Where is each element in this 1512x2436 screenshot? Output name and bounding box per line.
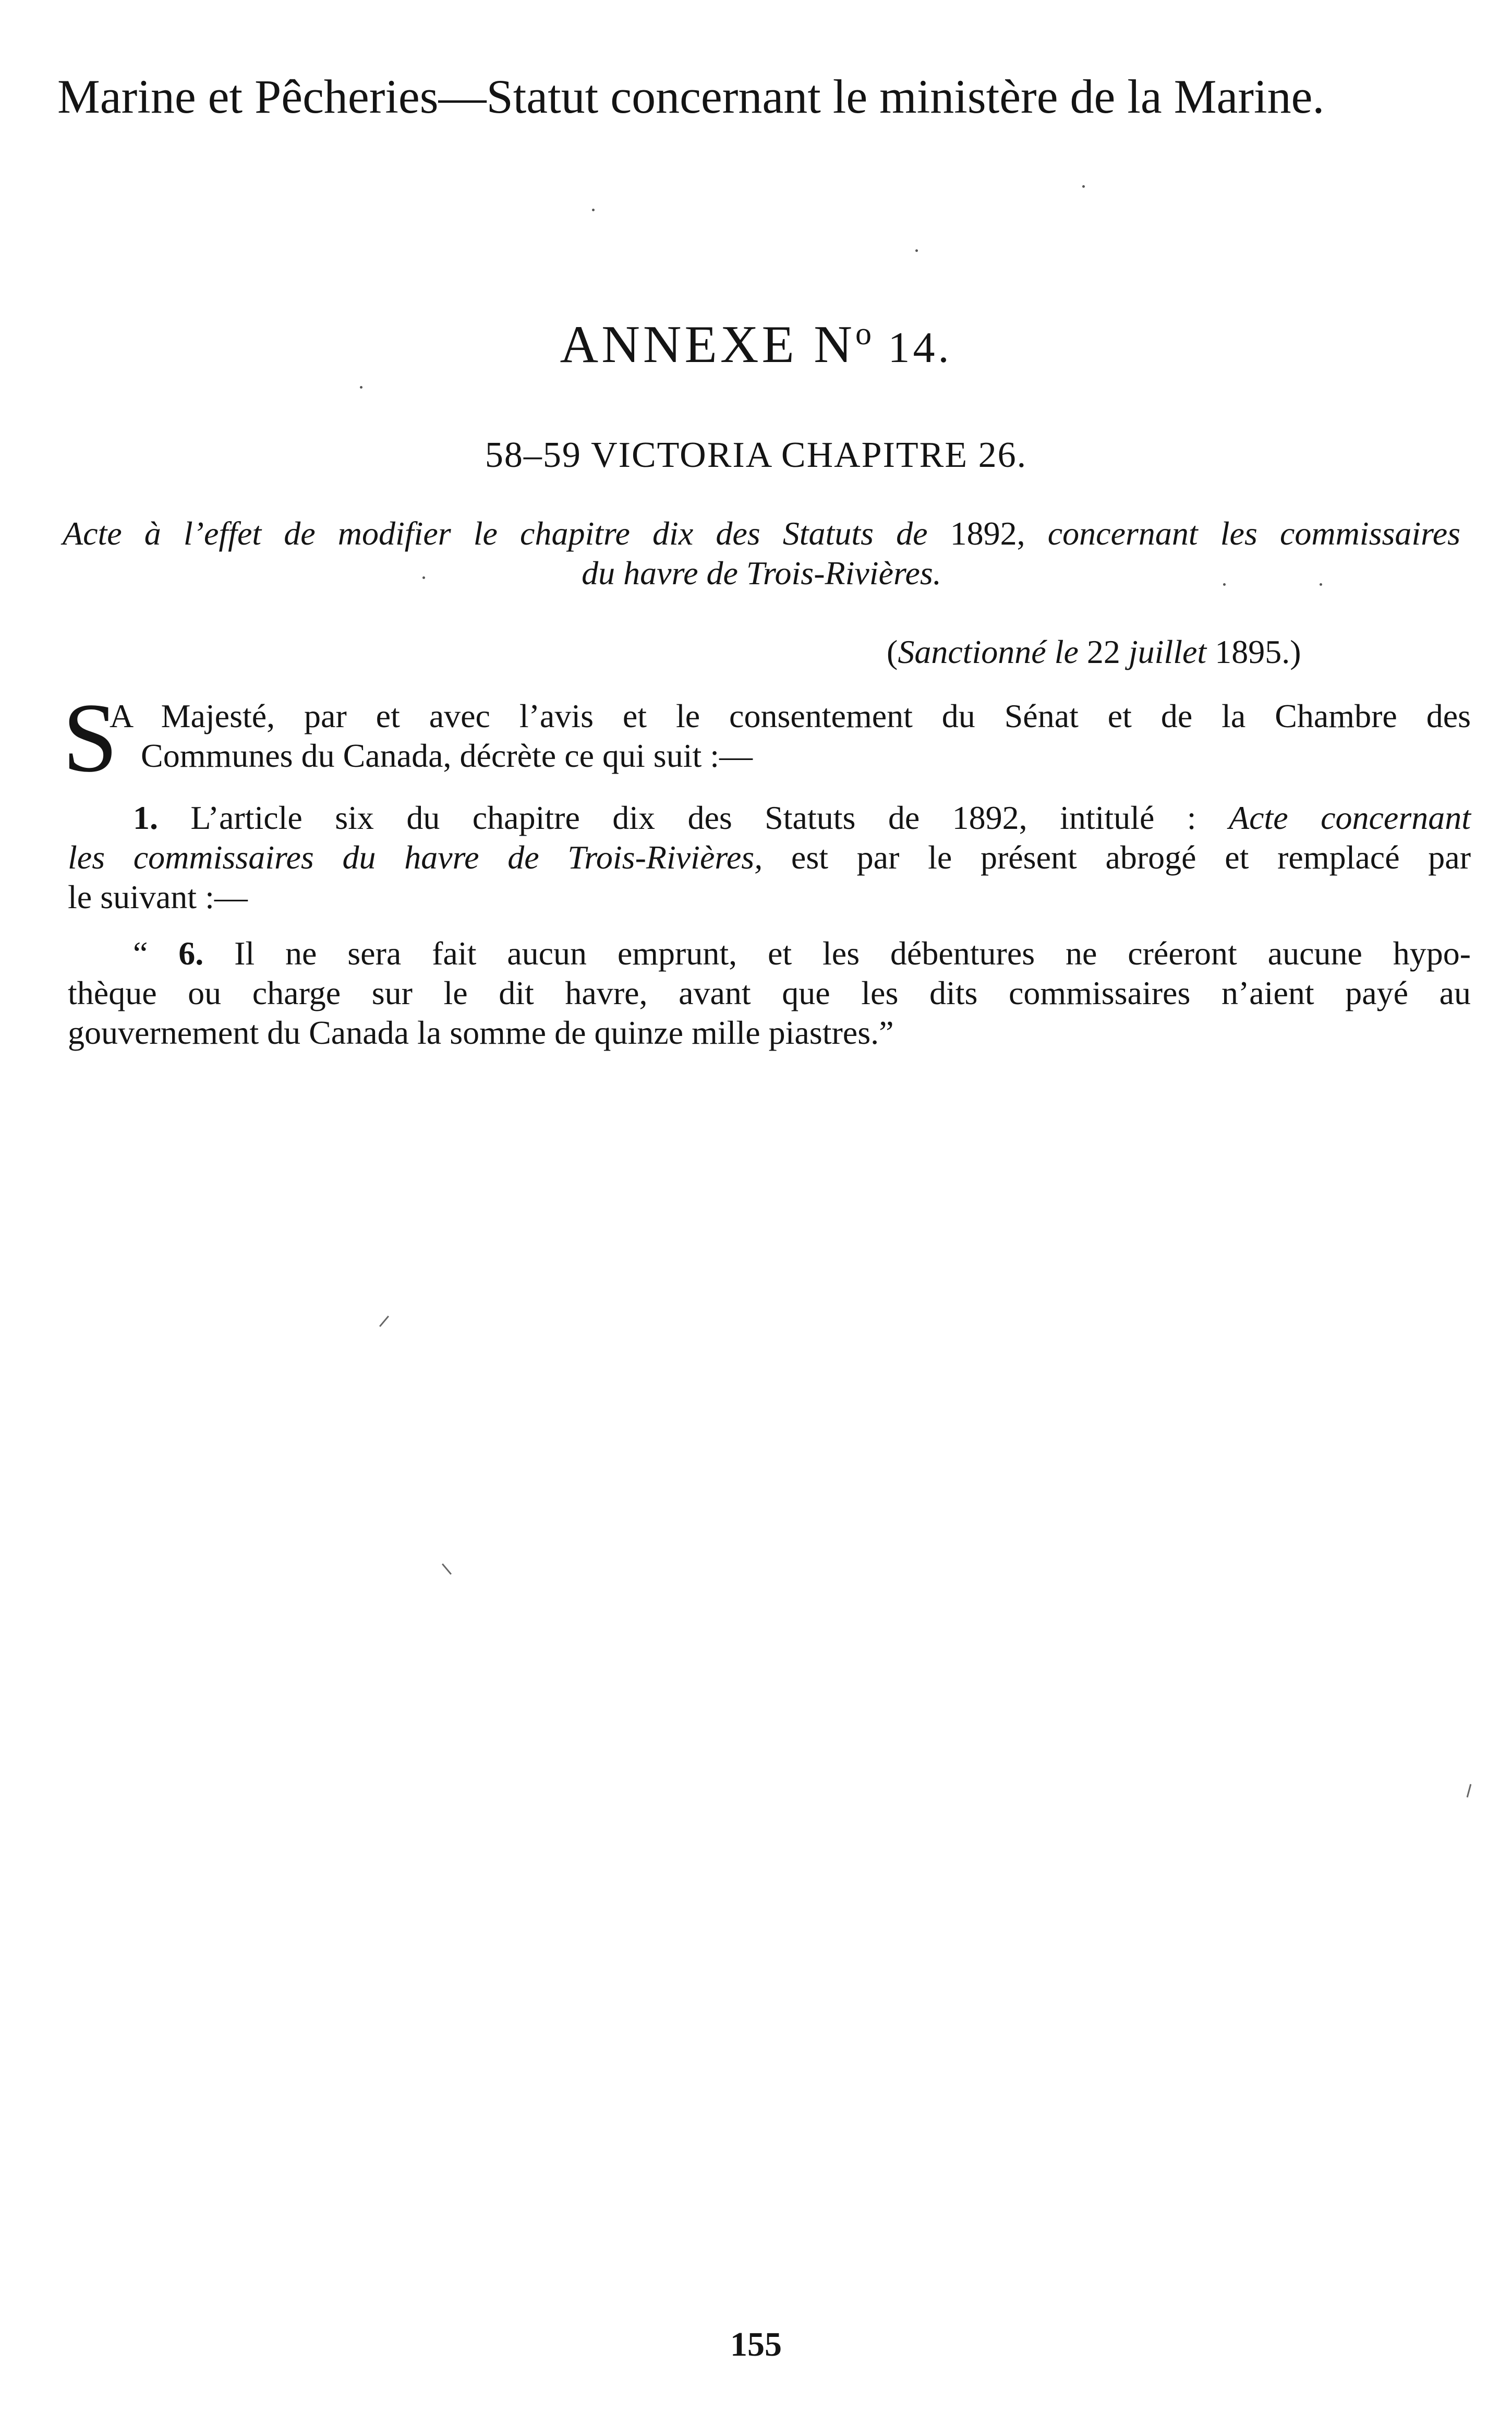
preamble-line-2: Communes du Canada, décrète ce qui suit :— xyxy=(141,737,753,774)
preamble-dropcap: S xyxy=(63,683,118,793)
article-1 xyxy=(68,798,1471,917)
sanction-italic: Sanctionné le xyxy=(898,633,1079,670)
sanction-year: 1895.) xyxy=(1215,633,1301,670)
running-head: Marine et Pêcheries—Statut concernant le ministère de la Marine. xyxy=(57,70,1325,123)
article-1-line-1-italic: Acte concernant xyxy=(1229,799,1471,836)
sanction-open-paren: ( xyxy=(887,633,898,670)
preamble xyxy=(63,683,1471,793)
scan-scratch xyxy=(379,1316,389,1327)
scan-speck xyxy=(360,386,362,389)
scan-speck xyxy=(422,576,425,579)
scan-speck xyxy=(915,249,918,252)
article-1-line-1 xyxy=(68,798,1471,838)
scan-scratch xyxy=(442,1563,452,1575)
article-1-line-1-text: L’article six du chapitre dix des Statuts de 1892, intitulé : xyxy=(190,799,1196,836)
scan-speck xyxy=(592,209,595,211)
page-number: 155 xyxy=(730,2325,782,2363)
quoted-section-line-1 xyxy=(68,934,1471,973)
act-title-line-1-part-b: concernant les commissaires xyxy=(1047,515,1461,552)
article-1-number: 1. xyxy=(133,799,158,836)
annex-label: ANNEXE N xyxy=(560,315,855,374)
act-title xyxy=(63,514,1460,593)
sanction-day: 22 xyxy=(1086,633,1120,670)
annex-number: 14. xyxy=(888,323,952,372)
article-1-line-3: le suivant :— xyxy=(68,878,248,915)
quoted-section-line-2: thèque ou charge sur le dit havre, avant que les dits commissaires n’aient payé au xyxy=(68,974,1471,1011)
preamble-line-1: A Majesté, par et avec l’avis et le consentement du Sénat et de la Chambre des xyxy=(110,697,1471,734)
quoted-open-mark: “ xyxy=(133,935,148,972)
quoted-section-line-1-text: Il ne sera fait aucun emprunt, et les débentures ne créeront aucune hypo- xyxy=(234,935,1471,972)
act-title-line-1-part-a: Acte à l’effet de modifier le chapitre dix des Statuts de xyxy=(63,515,928,552)
act-title-line-1 xyxy=(63,514,1460,553)
annex-degree-sign: o xyxy=(855,316,872,352)
quoted-section-number: 6. xyxy=(178,935,204,972)
sanction-month: juillet xyxy=(1128,633,1207,670)
quoted-section-line-3: gouvernement du Canada la somme de quinze mille piastres.” xyxy=(68,1014,894,1051)
annex-title xyxy=(0,303,1512,379)
act-title-year: 1892, xyxy=(950,515,1025,552)
article-1-line-2-text: est par le présent abrogé et remplacé par xyxy=(791,839,1471,876)
article-1-line-2 xyxy=(68,838,1471,877)
act-title-line-2: du havre de Trois-Rivières. xyxy=(582,554,941,592)
scan-speck xyxy=(1320,583,1322,586)
scan-scratch xyxy=(1467,1784,1472,1798)
quoted-section-6 xyxy=(68,934,1471,1053)
article-1-line-2-italic: les commissaires du havre de Trois-Rivières, xyxy=(68,839,763,876)
scan-speck xyxy=(1082,185,1085,188)
scan-speck xyxy=(1223,583,1226,586)
sanction-date xyxy=(887,631,1408,673)
chapter-heading: 58–59 VICTORIA CHAPITRE 26. xyxy=(485,435,1027,475)
